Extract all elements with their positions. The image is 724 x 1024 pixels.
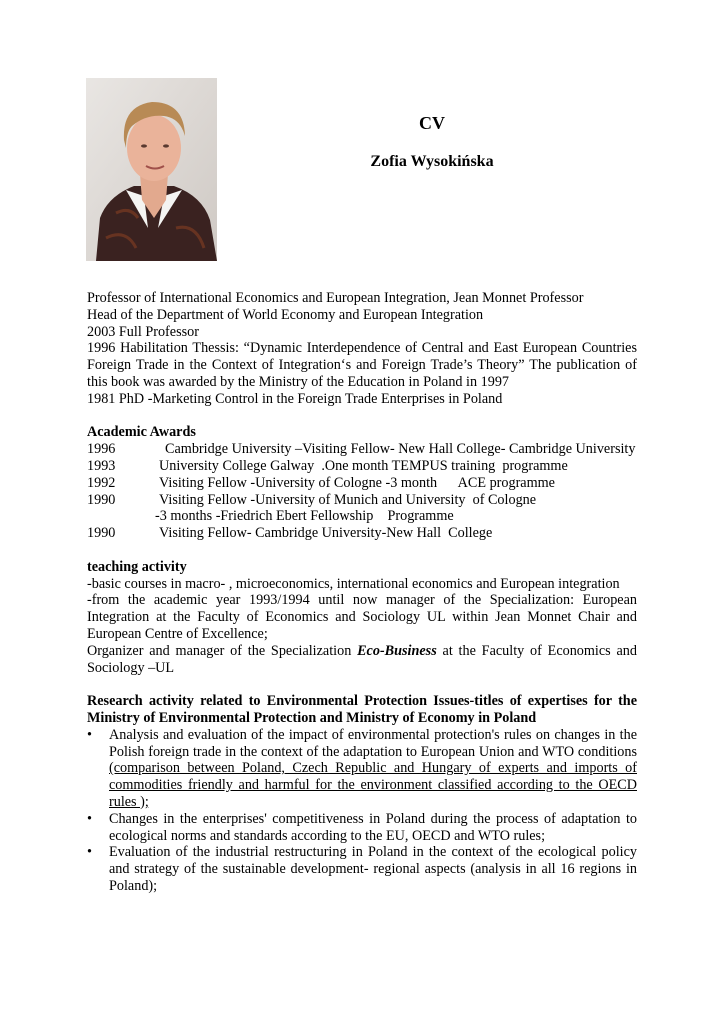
award-entry: 1996 Cambridge University –Visiting Fellow- New Hall College- Cambridge University <box>87 441 636 458</box>
list-item <box>87 811 637 845</box>
portrait-illustration <box>86 78 217 261</box>
award-year: 1990 <box>87 491 116 508</box>
research-text-underlined: (comparison between Poland, Czech Republic and Hungary of experts and imports of commodities friendly and harmful for the environment classified according to the OECD rules ); <box>109 760 637 810</box>
teaching-text: Organizer and manager of the Specialization <box>87 642 358 659</box>
intro-line: 2003 Full Professor <box>87 323 199 340</box>
section-heading-awards: Academic Awards <box>87 424 196 441</box>
award-year <box>87 508 155 525</box>
award-text: Visiting Fellow- Cambridge University-New Hall College <box>159 525 493 542</box>
award-entry <box>87 458 637 475</box>
cv-body <box>87 290 637 895</box>
bullet-icon: • <box>87 844 92 861</box>
specialization-name: Eco-Business <box>357 642 437 659</box>
award-text: Visiting Fellow -University of Munich and University of Cologne <box>159 491 537 508</box>
award-text: University College Galway .One month TEMPUS training programme <box>159 457 568 474</box>
list-item <box>87 727 637 811</box>
section-heading-research: Research activity related to Environmental Protection Issues-titles of expertises for the Ministry of Environmental Protection and Ministry of Economy in Poland <box>87 693 637 726</box>
research-text: Evaluation of the industrial restructuring in Poland in the context of the ecological policy and strategy of the sustainable development- regional aspects (analysis in all 16 regions in Poland); <box>109 844 637 894</box>
award-entry <box>87 492 637 509</box>
person-name: Zofia Wysokińska <box>370 153 494 170</box>
teaching-paragraph <box>87 643 637 677</box>
award-year: 1992 <box>87 474 116 491</box>
research-text: Analysis and evaluation of the impact of environmental protection's rules on changes in the Polish foreign trade in the context of the adaptation to European Union and WTO conditions <box>109 726 637 760</box>
award-year: 1993 <box>87 457 116 474</box>
teaching-text: at the Faculty of Economics and Sociology –UL <box>87 642 637 676</box>
award-text: -3 months -Friedrich Ebert Fellowship Programme <box>155 508 454 525</box>
page-title: CV <box>419 113 445 133</box>
teaching-paragraph: -basic courses in macro- , microeconomics, international economics and European integration <box>87 575 620 592</box>
award-entry <box>87 508 637 525</box>
intro-line: 1996 Habilitation Thessis: “Dynamic Interdependence of Central and East European Countries Foreign Trade in the Context of Integration‘s and Foreign Trade’s Theory” The publication of this book was awarded by the Ministry of the Education in Poland in 1997 <box>87 340 637 390</box>
award-text: Visiting Fellow -University of Cologne -3 month ACE programme <box>159 474 555 491</box>
research-list <box>87 727 637 895</box>
portrait-photo <box>86 78 217 261</box>
intro-line: 1981 PhD -Marketing Control in the Foreign Trade Enterprises in Poland <box>87 390 503 407</box>
award-year: 1990 <box>87 525 116 542</box>
intro-line: Head of the Department of World Economy and European Integration <box>87 306 484 323</box>
teaching-paragraph: -from the academic year 1993/1994 until now manager of the Specialization: European Integration at the Faculty of Economics and Sociology UL within Jean Monnet Chair and European Centre of Excellence; <box>87 592 637 642</box>
award-entry <box>87 525 637 542</box>
research-text: Changes in the enterprises' competitiveness in Poland during the process of adaptation to ecological norms and standards according to the EU, OECD and WTO rules; <box>109 810 637 844</box>
list-item <box>87 844 637 894</box>
award-entry <box>87 475 637 492</box>
bullet-icon: • <box>87 726 92 743</box>
bullet-icon: • <box>87 810 92 827</box>
section-heading-teaching: teaching activity <box>87 558 187 575</box>
intro-line: Professor of International Economics and European Integration, Jean Monnet Professor <box>87 290 584 306</box>
